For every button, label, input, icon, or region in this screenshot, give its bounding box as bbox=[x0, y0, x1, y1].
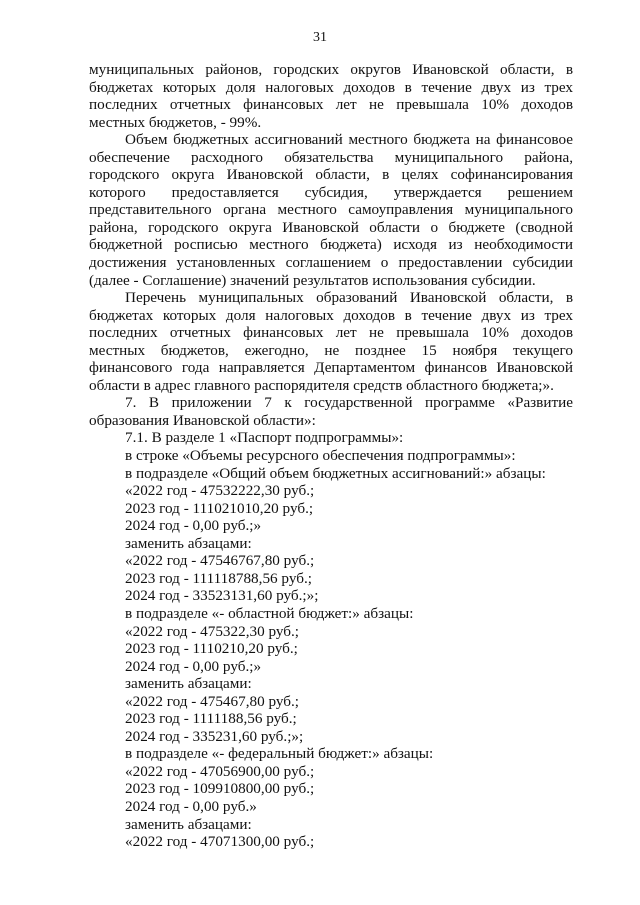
text-line: 2024 год - 0,00 руб.» bbox=[125, 797, 257, 815]
paragraph: 7. В приложении 7 к государственной программе «Развитие образования Ивановской области»: bbox=[89, 394, 573, 429]
text-line: 2023 год - 111021010,20 руб.; bbox=[125, 499, 314, 517]
text-line: 2024 год - 33523131,60 руб.;»; bbox=[125, 587, 319, 605]
text-line: «2022 год - 475467,80 руб.; bbox=[125, 692, 300, 710]
paragraph: Перечень муниципальных образований Ивановской области, в бюджетах которых доля налоговых доходов в течение двух из трех последних отчетных финансовых лет не превышала 10% доходов местных бюджетов, ежегодно, не позднее 15 ноября текущего финансового года направляется Департаментом финансов Ивановской области в адрес главного распорядителя средств областного бюджета;». bbox=[89, 289, 573, 394]
text-line: заменить абзацами: bbox=[125, 815, 252, 833]
text-line: 2024 год - 0,00 руб.;» bbox=[125, 657, 262, 675]
text-line: в подразделе «Общий объем бюджетных ассигнований:» абзацы: bbox=[125, 464, 546, 482]
text-line: 2023 год - 109910800,00 руб.; bbox=[125, 780, 315, 798]
text-line: «2022 год - 47071300,00 руб.; bbox=[125, 833, 315, 851]
paragraph: муниципальных районов, городских округов Ивановской области, в бюджетах которых доля налоговых доходов в течение двух из трех последних отчетных финансовых лет не превышала 10% доходов местных бюджетов, - 99%. bbox=[89, 61, 573, 131]
page-number: 31 bbox=[313, 30, 327, 45]
text-line: заменить абзацами: bbox=[125, 675, 252, 693]
text-line: 7.1. В разделе 1 «Паспорт подпрограммы»: bbox=[125, 429, 404, 447]
text-line: «2022 год - 47546767,80 руб.; bbox=[125, 552, 315, 570]
text-line: 2023 год - 1111188,56 руб.; bbox=[125, 710, 297, 728]
text-line: в подразделе «- областной бюджет:» абзацы: bbox=[125, 604, 414, 622]
document-body bbox=[89, 61, 573, 851]
paragraph: Объем бюджетных ассигнований местного бюджета на финансовое обеспечение расходного обязательства муниципального района, городского округа Ивановской области, в целях софинансирования которого предоставляется субсидия, утверждается решением представительного органа местного самоуправления муниципального района, городского округа Ивановской области о бюджете (сводной бюджетной росписью местного бюджета) исходя из необходимости достижения установленных соглашением о предоставлении субсидии (далее - Соглашение) значений результатов использования субсидии. bbox=[89, 131, 573, 289]
text-line: в строке «Объемы ресурсного обеспечения подпрограммы»: bbox=[125, 447, 516, 465]
text-line: 2023 год - 111118788,56 руб.; bbox=[125, 569, 312, 587]
text-line: 2023 год - 1110210,20 руб.; bbox=[125, 640, 298, 658]
text-line: «2022 год - 47532222,30 руб.; bbox=[125, 482, 315, 500]
text-line: «2022 год - 475322,30 руб.; bbox=[125, 622, 300, 640]
text-line: в подразделе «- федеральный бюджет:» абзацы: bbox=[125, 745, 434, 763]
text-line: 2024 год - 335231,60 руб.;»; bbox=[125, 727, 304, 745]
text-line: 2024 год - 0,00 руб.;» bbox=[125, 517, 262, 535]
text-line: «2022 год - 47056900,00 руб.; bbox=[125, 762, 315, 780]
text-line: заменить абзацами: bbox=[125, 534, 252, 552]
